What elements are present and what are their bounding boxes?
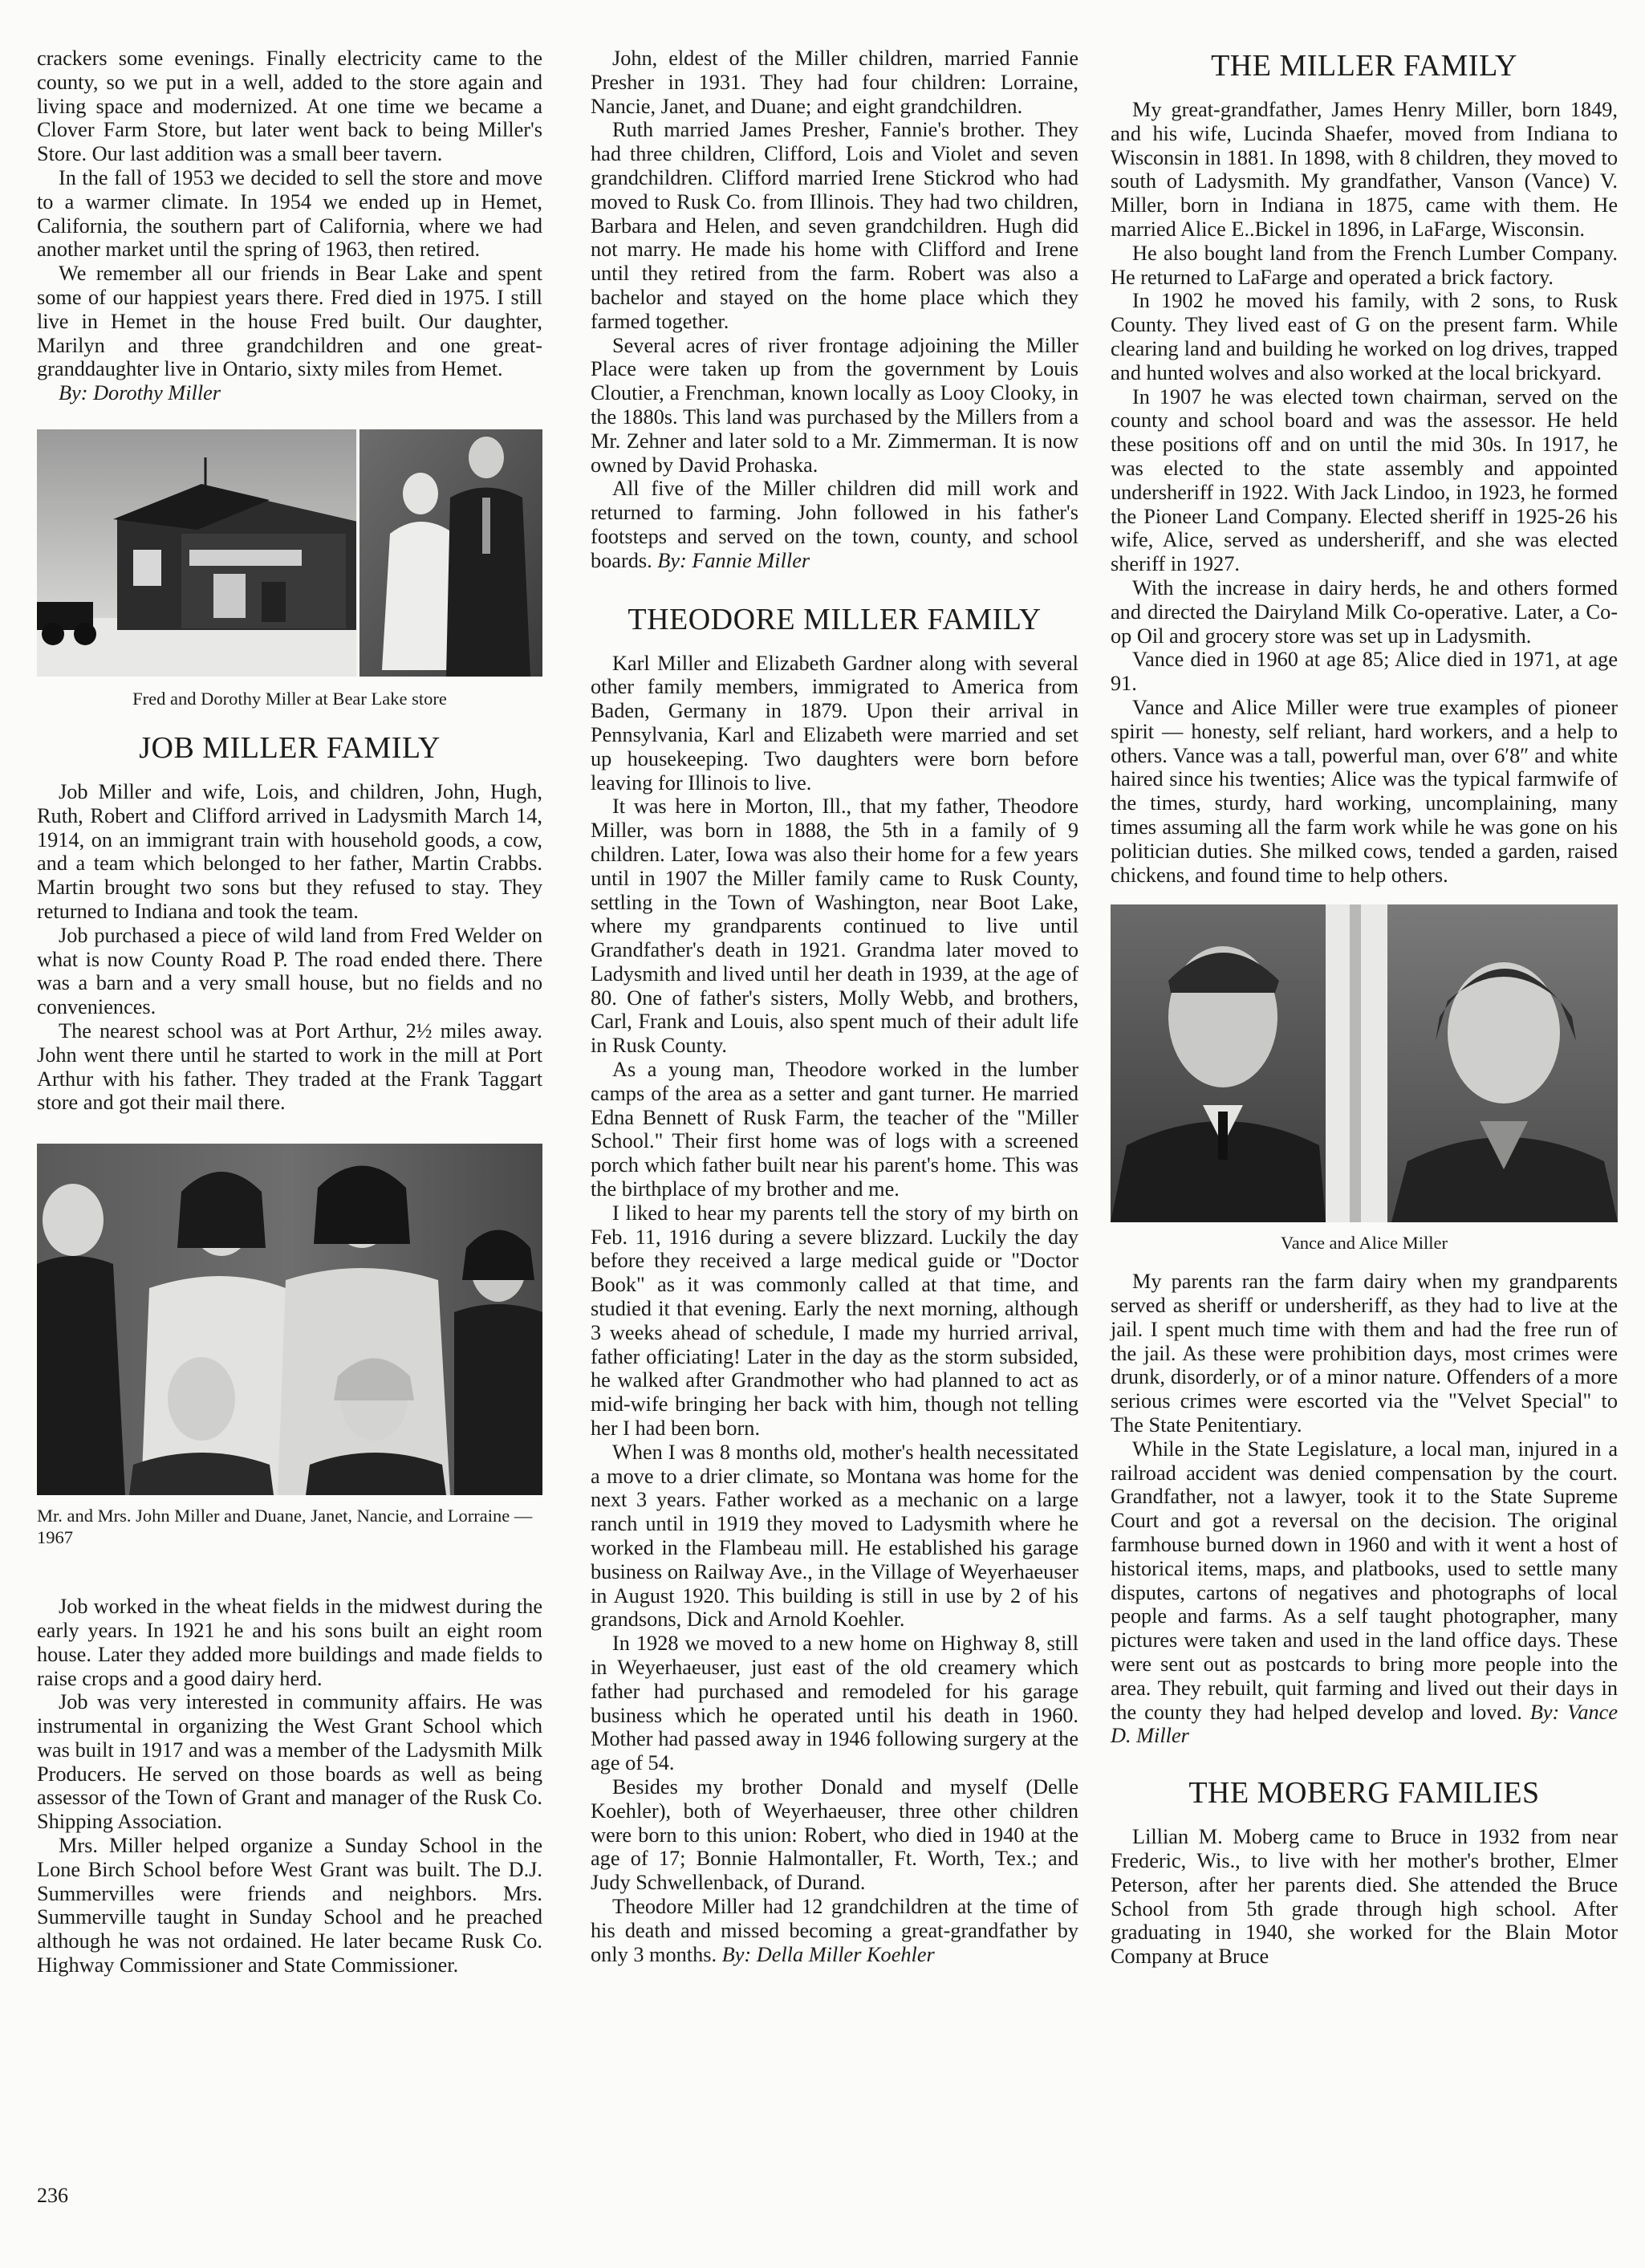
paragraph: Job worked in the wheat fields in the midwest during the early years. In 1921 he and his sons built an eight room house. Later they added more buildings and made fields to raise crops and a good dairy herd.: [37, 1595, 542, 1690]
paragraph: It was here in Morton, Ill., that my father, Theodore Miller, was born in 1888, the 5th in a family of 9 children. Later, Iowa was also their home for a few years until in 1907 the Miller family came to Rusk County, settling in the Town of Washington, near Boot Lake, where my grandparents continued to live until Grandfather's death in 1921. Grandma later moved to Ladysmith and lived until her death in 1939, at the age of 80. One of father's sisters, Molly Webb, and brothers, Carl, Frank and Louis, also spent much of their adult life in Rusk County.: [591, 795, 1078, 1058]
section-heading-theodore-miller: THEODORE MILLER FAMILY: [628, 602, 1042, 636]
paragraph: My parents ran the farm dairy when my grandparents served as sheriff or undersheriff, as they had to live at the jail. I spent much time with them and had the free run of the jail. As these were prohibition days, most crimes were drunk, disorderly, or of a minor nature. Offenders of a more serious crimes were escorted via the "Velvet Special" to The State Penitentiary.: [1111, 1270, 1618, 1437]
paragraph: Job purchased a piece of wild land from Fred Welder on what is now County Road P. The road ended there. There was a barn and a very small house, but no fields and no conveniences.: [37, 923, 542, 1019]
column-left: [37, 47, 542, 1977]
paragraph: [591, 1895, 1078, 1966]
paragraph: Several acres of river frontage adjoining the Miller Place were taken up from the government by Louis Cloutier, a Frenchman, known locally as Looy Clooky, in the 1880s. This land was purchased by the Millers from a Mr. Zehner and later sold to a Mr. Zimmerman. It is now owned by David Prohaska.: [591, 333, 1078, 477]
paragraph: I liked to hear my parents tell the story of my birth on Feb. 11, 1916 during a severe blizzard. Luckily the day before they received a large medical guide or "Doctor Book" as it was commonly called at that time, and studied it that evening. Early the next morning, although 3 weeks ahead of schedule, I made my hurried arrival, father officiating! Later in the day as the storm subsided, he walked after Grandmother who had planned to act as mid-wife bringing her back with him, though not telling her I had been born.: [591, 1201, 1078, 1441]
byline: By: Della Miller Koehler: [721, 1942, 935, 1966]
paragraph-text: Theodore Miller had 12 grandchildren at the time of his death and missed becoming a great-grandfather by only 3 months.: [591, 1894, 1078, 1966]
paragraph-text: While in the State Legislature, a local man, injured in a railroad accident was denied compensation by the court. Grandfather, not a lawyer, took it to the State Supreme Court and got a reversal on the decision. The original farmhouse burned down in 1960 and with it went a host of historical items, maps, and platbooks, used to settle many disputes, cartons of negatives and photographs of local people and farms. As a self taught photographer, many pictures were taken and used in the land office days. These were sent out as postcards to bring more people into the area. They rebuilt, quit farming and lived out their days in the county they had helped develop and loved.: [1111, 1437, 1618, 1724]
paragraph: In 1907 he was elected town chairman, served on the county and school board and was the assessor. He held these positions off and on until the mid 30s. In 1917, he was elected to the state assembly and appointed undersheriff in 1922. With Jack Lindoo, in 1923, he formed the Pioneer Land Company. Elected sheriff in 1925-26 his wife, Alice, served as undersheriff, and she was elected sheriff in 1927.: [1111, 384, 1618, 576]
paragraph: [591, 477, 1078, 572]
paragraph: As a young man, Theodore worked in the lumber camps of the area as a setter and gant turner. He married Edna Bennett of Rusk Farm, the teacher of the "Miller School." Their first home was of logs with a screened porch which father built near his parent's home. This was the birthplace of my brother and me.: [591, 1058, 1078, 1201]
paragraph: Mrs. Miller helped organize a Sunday School in the Lone Birch School before West Grant was built. The D.J. Summervilles were friends and neighbors. Mrs. Summerville taught in Sunday School and he preached although he was not ordained. He later became Rusk Co. Highway Commissioner and State Commissioner.: [37, 1834, 542, 1977]
paragraph: [37, 262, 542, 405]
photo-caption: Mr. and Mrs. John Miller and Duane, Janet, Nancie, and Lorraine — 1967: [37, 1506, 533, 1548]
photo-caption: Fred and Dorothy Miller at Bear Lake store: [132, 688, 447, 709]
paragraph: My great-grandfather, James Henry Miller, born 1849, and his wife, Lucinda Shaefer, moved from Indiana to Wisconsin in 1881. In 1898, with 8 children, they moved to south of Ladysmith. My grandfather, Vanson (Vance) V. Miller, born in Indiana in 1875, came with them. He married Alice E..Bickel in 1896, in LaFarge, Wisconsin.: [1111, 98, 1618, 241]
photo-john-miller-family: [37, 1144, 542, 1495]
paragraph: John, eldest of the Miller children, married Fannie Presher in 1931. They had four children: Lorraine, Nancie, Janet, and Duane; and eight grandchildren.: [591, 47, 1078, 118]
byline: By: Vance D. Miller: [1111, 1700, 1619, 1748]
section-heading-miller-family: THE MILLER FAMILY: [1211, 49, 1517, 83]
paragraph: With the increase in dairy herds, he and others formed and directed the Dairyland Milk Co-operative. Later, a Co-op Oil and grocery store was set up in Ladysmith.: [1111, 575, 1618, 648]
paragraph: In the fall of 1953 we decided to sell the store and move to a warmer climate. In 1954 we ended up in Hemet, California, the southern part of California, where we had another market until the spring of 1963, then retired.: [37, 165, 542, 262]
column-right: [1111, 47, 1618, 1969]
section-heading-moberg-families: THE MOBERG FAMILIES: [1188, 1776, 1540, 1811]
photo-caption: Vance and Alice Miller: [1280, 1233, 1448, 1254]
paragraph: Lillian M. Moberg came to Bruce in 1932 from near Frederic, Wis., to live with her mother's brother, Elmer Peterson, after her parents died. She attended the Bruce School from 5th grade through high school. After graduating in 1940, she worked for the Blain Motor Company at Bruce: [1111, 1825, 1618, 1969]
paragraph: Karl Miller and Elizabeth Gardner along with several other family members, immigrated to America from Baden, Germany in 1879. Upon their arrival in Pennsylvania, Karl and Elizabeth were married and set up housekeeping. Two daughters were born before leaving for Illinois to live.: [591, 651, 1078, 795]
paragraph: Vance died in 1960 at age 85; Alice died in 1971, at age 91.: [1111, 648, 1618, 696]
paragraph: Ruth married James Presher, Fannie's brother. They had three children, Clifford, Lois and Violet and seven grandchildren. Clifford married Irene Stickrod who had moved to Rusk Co. from Illinois. They had two children, Barbara and Helen, and seven grandchildren. Hugh did not marry. He made his home with Clifford and Irene until they retired from the farm. Robert was also a bachelor and stayed on the home place which they farmed together.: [591, 118, 1078, 333]
paragraph: Vance and Alice Miller were true examples of pioneer spirit — honesty, self reliant, hard workers, and a help to others. Vance was a tall, powerful man, over 6′8″ and white haired since his twenties; Alice was the typical farmwife of the times, sturdy, hard working, uncomplaining, many times assuming all the farm work while he was gone on his politician duties. She milked cows, tended a garden, raised chickens, and found time to help others.: [1111, 695, 1618, 887]
paragraph: [1111, 1437, 1618, 1748]
photo-store: [37, 429, 542, 677]
paragraph: Job Miller and wife, Lois, and children, John, Hugh, Ruth, Robert and Clifford arrived in Ladysmith March 14, 1914, on an immigrant train with household goods, a cow, and a team which belonged to her father, Martin Crabbs. Martin brought two sons but they refused to stay. They returned to Indiana and took the team.: [37, 779, 542, 923]
paragraph: Besides my brother Donald and myself (Delle Koehler), both of Weyerhaeuser, three other children were born to this union: Robert, who died in 1940 at the age of 17; Bonnie Halmontaller, Ft. Worth, Tex.; and Judy Schwellenback, of Durand.: [591, 1774, 1078, 1895]
section-heading-job-miller: JOB MILLER FAMILY: [139, 730, 441, 765]
column-middle: [591, 47, 1078, 1966]
paragraph: In 1902 he moved his family, with 2 sons, to Rusk County. They lived east of G on the present farm. While clearing land and building he worked on log drives, trapped and hunted wolves and also worked at the local brickyard.: [1111, 289, 1618, 384]
paragraph: crackers some evenings. Finally electricity came to the county, so we put in a well, added to the store again and living space and modernized. At one time we became a Clover Farm Store, but later went back to being Miller's Store. Our last addition was a small beer tavern.: [37, 47, 542, 166]
paragraph: He also bought land from the French Lumber Company. He returned to LaFarge and operated a brick factory.: [1111, 241, 1618, 289]
paragraph: The nearest school was at Port Arthur, 2½ miles away. John went there until he started to work in the mill at Port Arthur with his father. They traded at the Frank Taggart store and got their mail there.: [37, 1018, 542, 1115]
byline: By: Dorothy Miller: [59, 381, 221, 405]
page-number: 236: [37, 2184, 68, 2207]
paragraph-text: All five of the Miller children did mill work and returned to farming. John followed in his father's footsteps and served on the town, county, and school boards.: [591, 477, 1078, 572]
byline: By: Fannie Miller: [657, 548, 810, 572]
photo-vance-alice-miller: [1111, 904, 1618, 1222]
paragraph: When I was 8 months old, mother's health necessitated a move to a drier climate, so Montana was home for the next 3 years. Father worked as a mechanic on a large ranch until in 1919 they moved to Ladysmith where he worked in the Flambeau mill. He established his garage business on Railway Ave., in the Village of Weyerhaeuser in August 1920. This building is still in use by 2 of his grandsons, Dick and Arnold Koehler.: [591, 1440, 1078, 1632]
paragraph-text: We remember all our friends in Bear Lake and spent some of our happiest years there. Fred died in 1975. I still live in Hemet in the house Fred built. Our daughter, Marilyn and three grandchildren and one great-granddaughter live in Ontario, sixty miles from Hemet.: [37, 262, 542, 381]
paragraph: Job was very interested in community affairs. He was instrumental in organizing the West Grant School which was built in 1917 and was a member of the Ladysmith Milk Producers. He served on those boards as well as being assessor of the Town of Grant and manager of the Rusk Co. Shipping Association.: [37, 1690, 542, 1834]
paragraph: In 1928 we moved to a new home on Highway 8, still in Weyerhaeuser, just east of the old creamery which father had purchased and remodeled for his garage business which he operated until his death in 1960. Mother had passed away in 1946 following surgery at the age of 54.: [591, 1632, 1078, 1775]
